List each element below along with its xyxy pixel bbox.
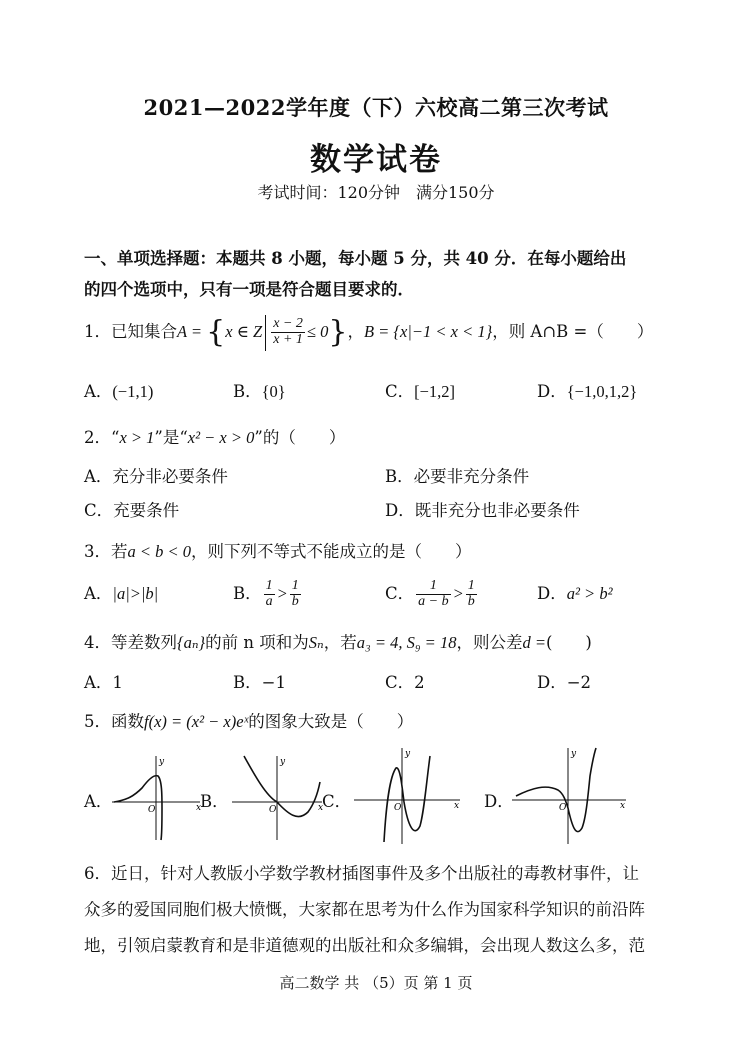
y-label: y: [405, 749, 411, 759]
x-label: x: [454, 801, 460, 811]
q3-prefix: 3．若: [84, 542, 128, 561]
q3-option-d: D．a² > b²: [537, 584, 613, 603]
q4-mid: 的前 n 项和为: [205, 633, 309, 652]
q5-label-b: B．: [200, 792, 229, 811]
q3-cond: a < b < 0: [127, 542, 192, 561]
q1-prefix: 1．已知集合: [84, 322, 177, 341]
question-3: [84, 538, 472, 562]
x-label: x: [318, 803, 324, 813]
set-divider: [265, 315, 266, 351]
x-label: x: [196, 803, 202, 813]
origin-label: O: [148, 805, 156, 815]
right-brace: }: [328, 314, 348, 350]
y-label: y: [159, 757, 165, 767]
exam-info: 考试时间：120分钟 满分150分: [257, 183, 495, 202]
q1-set-a-lhs: A =: [177, 322, 207, 341]
section-heading-line2: 的四个选项中，只有一项是符合题目要求的．: [84, 280, 414, 299]
q5-graph-a: [112, 752, 202, 842]
question-2: [84, 424, 345, 448]
q2-prefix: 2．“: [84, 428, 120, 447]
q1-set-a-elem: x ∈ Z: [225, 322, 263, 341]
q2-option-d: D．既非充分也非必要条件: [385, 501, 580, 520]
q5-suffix: 的图象大致是（ ）: [248, 712, 414, 731]
q4-prefix: 4．等差数列: [84, 633, 177, 652]
question-6-line2: 众多的爱国同胞们极大愤慨，大家都在思考为什么作为国家科学知识的前沿阵: [84, 900, 645, 919]
origin-label: O: [394, 803, 402, 813]
q5-label-a: A．: [84, 792, 113, 811]
q1-fraction: [271, 317, 305, 347]
q1-option-b: B．{0}: [233, 382, 286, 401]
q3-option-a: A．|a|>|b|: [84, 584, 159, 603]
q1-frac-num: x − 2: [273, 316, 303, 332]
q5-prefix: 5．函数: [84, 712, 144, 731]
y-label: y: [571, 749, 577, 759]
curve: [384, 756, 430, 842]
question-4: [84, 629, 592, 653]
origin-label: O: [559, 803, 567, 813]
q5-graph-b: [232, 752, 324, 842]
q3-option-c: C． $\frac{1}{a - b}$ > $\frac{1}{b}$: [385, 578, 475, 609]
q1-set-b: B = {x|−1 < x < 1}: [363, 322, 493, 341]
q5-graph-d: [512, 746, 632, 846]
page-footer: 高二数学 共 （5）页 第 1 页: [279, 974, 473, 992]
question-6-line3: 地，引领启蒙教育和是非道德观的出版社和众多编辑，会出现人数这么多，范: [84, 936, 645, 955]
question-6-line1: 6．近日，针对人教版小学数学教材插图事件及多个出版社的毒教材事件，让: [84, 864, 639, 883]
q4-blank: ( ): [545, 633, 592, 652]
q4-cond: a₃ = 4, S₉ = 18: [356, 633, 457, 652]
q1-frac-den: x + 1: [273, 332, 303, 347]
q2-cond1: x > 1: [119, 428, 155, 447]
q1-option-d: D．{−1,0,1,2}: [537, 382, 638, 401]
q5-graph-c: [354, 746, 464, 846]
q4-seq: {aₙ}: [177, 633, 206, 652]
q1-set-a-cond: ≤ 0: [306, 322, 329, 341]
section-heading-line1: 一、单项选择题：本题共 8 小题，每小题 5 分，共 40 分．在每小题给出: [84, 249, 627, 268]
q2-option-a: A．充分非必要条件: [84, 467, 228, 486]
q3-suffix: ，则下列不等式不能成立的是（ ）: [191, 542, 472, 561]
x-label: x: [620, 801, 626, 811]
exam-header-line: 2021—2022学年度（下）六校高二第三次考试: [143, 95, 609, 120]
question-5: [84, 708, 413, 732]
left-brace: {: [206, 314, 226, 350]
q4-sn: Sₙ: [308, 633, 324, 652]
q2-mid: ”是“: [154, 428, 188, 447]
q2-option-c: C．充要条件: [84, 501, 180, 520]
q2-option-b: B．必要非充分条件: [385, 467, 530, 486]
q2-suffix: ”的（ ）: [254, 428, 346, 447]
q1-ask: ，则 A∩B =（ ）: [492, 322, 654, 341]
q4-option-a: A．1: [84, 673, 123, 692]
q1-option-a: A．(−1,1): [84, 382, 154, 401]
q4-option-c: C．2: [385, 673, 425, 692]
origin-label: O: [269, 805, 277, 815]
question-1: 1．已知集合A = {x ∈ Z $\frac{x - 2}{x + 1}$ ≤ 0}，B = {x|−1 < x < 1}，则 A∩B =（ ）: [84, 314, 654, 350]
q5-func: f(x) = (x² − x)eˣ: [144, 712, 249, 731]
curve: [516, 748, 596, 832]
exam-title: 数学试卷: [310, 142, 442, 178]
q4-mid2: ，若: [323, 633, 357, 652]
q5-label-c: C．: [322, 792, 352, 811]
q4-option-b: B．−1: [233, 673, 286, 692]
q4-option-d: D．−2: [537, 673, 592, 692]
q1-option-c: C．[−1,2]: [385, 382, 456, 401]
q4-suffix: ，则公差: [456, 633, 523, 652]
y-label: y: [280, 757, 286, 767]
q4-d: d =: [522, 633, 546, 652]
q5-label-d: D．: [484, 792, 514, 811]
q3-option-b: B． $\frac{1}{a}$ > $\frac{1}{b}$: [233, 578, 299, 609]
q2-cond2: x² − x > 0: [187, 428, 255, 447]
